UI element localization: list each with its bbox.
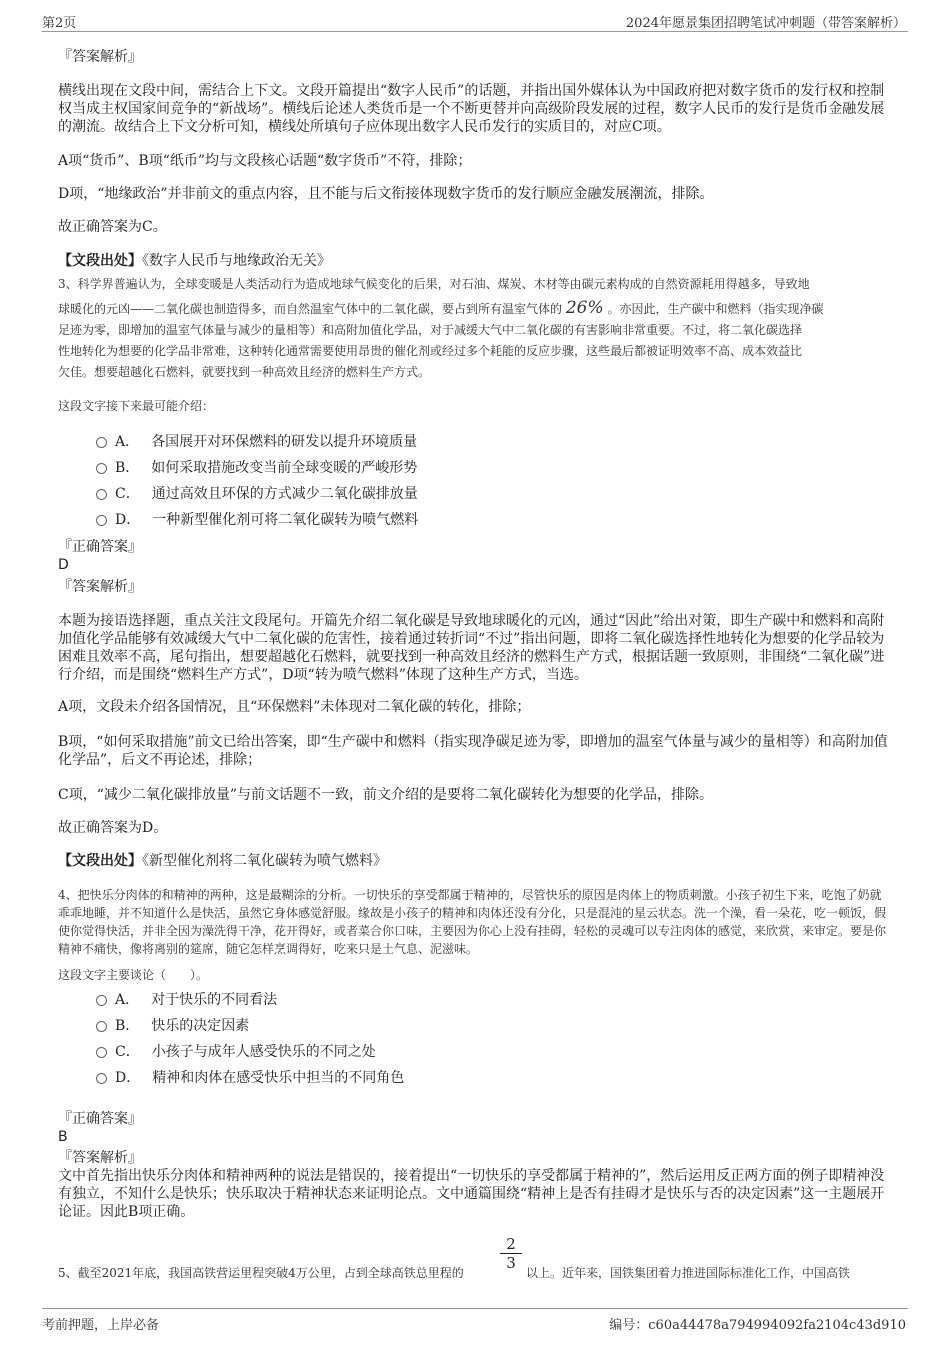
document-title: 2024年愿景集团招聘笔试冲刺题（带答案解析） bbox=[625, 16, 906, 31]
q3-stem-line4: 性地转化为想要的化学品非常难，这种转化通常需要使用昂贵的催化剂或经过多个耗能的反应步骤，这些最后都被证明效率不高、成本效益比 bbox=[58, 344, 803, 358]
q3-stem-b: 球暖化的元凶——二氧化碳也制造得多，而自然温室气体中的二氧化碳，要占到所有温室气体的 bbox=[58, 302, 563, 316]
q5-fraction-denominator: 3 bbox=[506, 1254, 516, 1272]
page-number: 第2页 bbox=[42, 16, 77, 31]
q5-stem-a: 5、截至2021年底，我国高铁营运里程突破4万公里，占到全球高铁总里程的 bbox=[58, 1266, 464, 1280]
q4-option-d[interactable]: D． 精神和肉体在感受快乐中担当的不同角色 bbox=[96, 1067, 404, 1087]
q3-stem-math: 26% bbox=[565, 298, 604, 318]
radio-icon[interactable] bbox=[96, 995, 107, 1006]
q4-explain-title: 『答案解析』 bbox=[58, 1150, 142, 1166]
radio-icon[interactable] bbox=[96, 1047, 107, 1058]
q2-explain-p3: D项，“地缘政治”并非前文的重点内容，且不能与后文衔接体现数字货币的发行顺应金融发展潮流，排除。 bbox=[58, 186, 714, 202]
q3-explain-p4: C项，“减少二氧化碳排放量”与前文话题不一致，前文介绍的是要将二氧化碳转化为想要的化学品，排除。 bbox=[58, 787, 714, 803]
q3-stem-line2 bbox=[58, 298, 890, 320]
q3-source-label: 【文段出处】 bbox=[58, 853, 142, 869]
q5-stem-b: 以上。近年来，国铁集团着力推进国际标准化工作，中国高铁 bbox=[526, 1266, 851, 1280]
radio-icon[interactable] bbox=[96, 515, 107, 526]
radio-icon[interactable] bbox=[96, 1021, 107, 1032]
q2-explain-p1: 横线出现在文段中间，需结合上下文。文段开篇提出“数字人民币”的话题，并指出国外媒体认为中国政府把对数字货币的发行权和控制权当成主权国家间竞争的“新战场”。横线后论述人类货币是一个不断更替并向高级阶段发展的过程，数字人民币的发行是货币金融发展的潮流。故结合上下文分析可知，横线处所填句子应体现出数字人民币发行的实质目的，对应C项。 bbox=[58, 83, 885, 135]
q3-option-d[interactable]: D． 一种新型催化剂可将二氧化碳转为喷气燃料 bbox=[96, 509, 418, 529]
q3-stem-line3: 足迹为零，即增加的温室气体量与减少的量相等）和高附加值化学品，对于减缓大气中二氧化碳的有害影响非常重要。不过，将二氧化碳选择 bbox=[58, 323, 803, 337]
q5-fraction bbox=[500, 1236, 522, 1271]
header-divider bbox=[42, 31, 908, 32]
q3-stem-line5: 欠佳。想要超越化石燃料，就要找到一种高效且经济的燃料生产方式。 bbox=[58, 365, 431, 379]
q3-prompt: 这段文字接下来最可能介绍： bbox=[58, 399, 215, 413]
q3-explain-p1: 本题为接语选择题，重点关注文段尾句。开篇先介绍二氧化碳是导致地球暖化的元凶，通过“因此”给出对策，即生产碳中和燃料和高附加值化学品能够有效减缓大气中二氧化碳的危害性，接着通过转折词“不过”指出问题，即将二氧化碳选择性地转化为想要的化学品较为困难且效率不高，尾句指出，想要超越化石燃料，就要找到一种高效且经济的燃料生产方式，根据话题一致原则，非围绕“二氧化碳”进行介绍，而是围绕“燃料生产方式”，D项“转为喷气燃料”体现了这种生产方式，当选。 bbox=[58, 613, 885, 683]
q2-source-text: 《数字人民币与地缘政治无关》 bbox=[142, 253, 331, 269]
q2-explain-title: 『答案解析』 bbox=[58, 49, 142, 65]
radio-icon[interactable] bbox=[96, 437, 107, 448]
q3-explain-p3: B项，“如何采取措施”前文已给出答案，即“生产碳中和燃料（指实现净碳足迹为零，即增加的温室气体量与减少的量相等）和高附加值化学品”，后文不再论述，排除； bbox=[58, 734, 888, 768]
radio-icon[interactable] bbox=[96, 1073, 107, 1084]
q3-option-a[interactable]: A． 各国展开对环保燃料的研发以提升环境质量 bbox=[96, 431, 417, 451]
q3-explain-p2: A项，文段未介绍各国情况，且“环保燃料”未体现对二氧化碳的转化，排除； bbox=[58, 699, 531, 715]
q2-explain-p2: A项“货币”、B项“纸币”均与文段核心话题“数字货币”不符，排除； bbox=[58, 153, 472, 169]
q3-stem-c: 。亦因此，生产碳中和燃料（指实现净碳 bbox=[607, 302, 824, 316]
q3-explain-p5: 故正确答案为D。 bbox=[58, 820, 168, 836]
q4-option-b[interactable]: B． 快乐的决定因素 bbox=[96, 1015, 249, 1035]
q3-option-b[interactable]: B． 如何采取措施改变当前全球变暖的严峻形势 bbox=[96, 457, 417, 477]
q4-option-a[interactable]: A． 对于快乐的不同看法 bbox=[96, 989, 277, 1009]
q3-option-c[interactable]: C． 通过高效且环保的方式减少二氧化碳排放量 bbox=[96, 483, 418, 503]
q3-source-text: 《新型催化剂将二氧化碳转为喷气燃料》 bbox=[142, 853, 387, 869]
q2-source bbox=[58, 252, 890, 270]
q4-stem: 4、把快乐分肉体的和精神的两种，这是最糊涂的分析。一切快乐的享受都属于精神的，尽管快乐的原因是肉体上的物质刺激。小孩子初生下来，吃饱了奶就乖乖地睡，并不知道什么是快活，虽然它身体感觉舒服。缘故是小孩子的精神和肉体还没有分化，只是混沌的星云状态。洗一个澡，看一朵花，吃一顿饭，假使你觉得快活，并非全因为澡洗得干净，花开得好，或者菜合你口味，主要因为你心上没有挂碍，轻松的灵魂可以专注肉体的感觉，来欣赏，来审定。要是你精神不痛快，像将离别的筵席，随它怎样烹调得好，吃来只是土气息、泥滋味。 bbox=[58, 888, 887, 956]
q4-answer-title: 『正确答案』 bbox=[58, 1111, 142, 1127]
q3-explain-title: 『答案解析』 bbox=[58, 579, 142, 595]
q2-explain-p4: 故正确答案为C。 bbox=[58, 219, 167, 235]
q3-answer: D bbox=[58, 557, 69, 573]
radio-icon[interactable] bbox=[96, 463, 107, 474]
q5-fraction-numerator: 2 bbox=[506, 1235, 516, 1253]
q4-explain-p1: 文中首先指出快乐分肉体和精神两种的说法是错误的，接着提出“一切快乐的享受都属于精神的”，然后运用反正两方面的例子即精神没有独立，不知什么是快乐；快乐取决于精神状态来证明论点。文中通篇围绕“精神上是否有挂碍才是快乐与否的决定因素”这一主题展开论证。因此B项正确。 bbox=[58, 1168, 885, 1220]
q2-source-label: 【文段出处】 bbox=[58, 253, 142, 269]
radio-icon[interactable] bbox=[96, 489, 107, 500]
q4-answer: B bbox=[58, 1129, 68, 1145]
footer-slogan: 考前押题，上岸必备 bbox=[42, 1318, 160, 1333]
footer-divider bbox=[42, 1308, 908, 1309]
q3-source bbox=[58, 852, 890, 870]
footer-code: 编号：c60a44478a794994092fa2104c43d910 bbox=[609, 1318, 906, 1333]
q3-answer-title: 『正确答案』 bbox=[58, 539, 142, 555]
q4-option-c[interactable]: C． 小孩子与成年人感受快乐的不同之处 bbox=[96, 1041, 376, 1061]
q3-stem-line1: 3、科学界普遍认为，全球变暖是人类活动行为造成地球气候变化的后果，对石油、煤炭、木材等由碳元素构成的自然资源耗用得越多，导致地 bbox=[58, 277, 810, 291]
q4-prompt: 这段文字主要谈论（ ）。 bbox=[58, 968, 209, 982]
